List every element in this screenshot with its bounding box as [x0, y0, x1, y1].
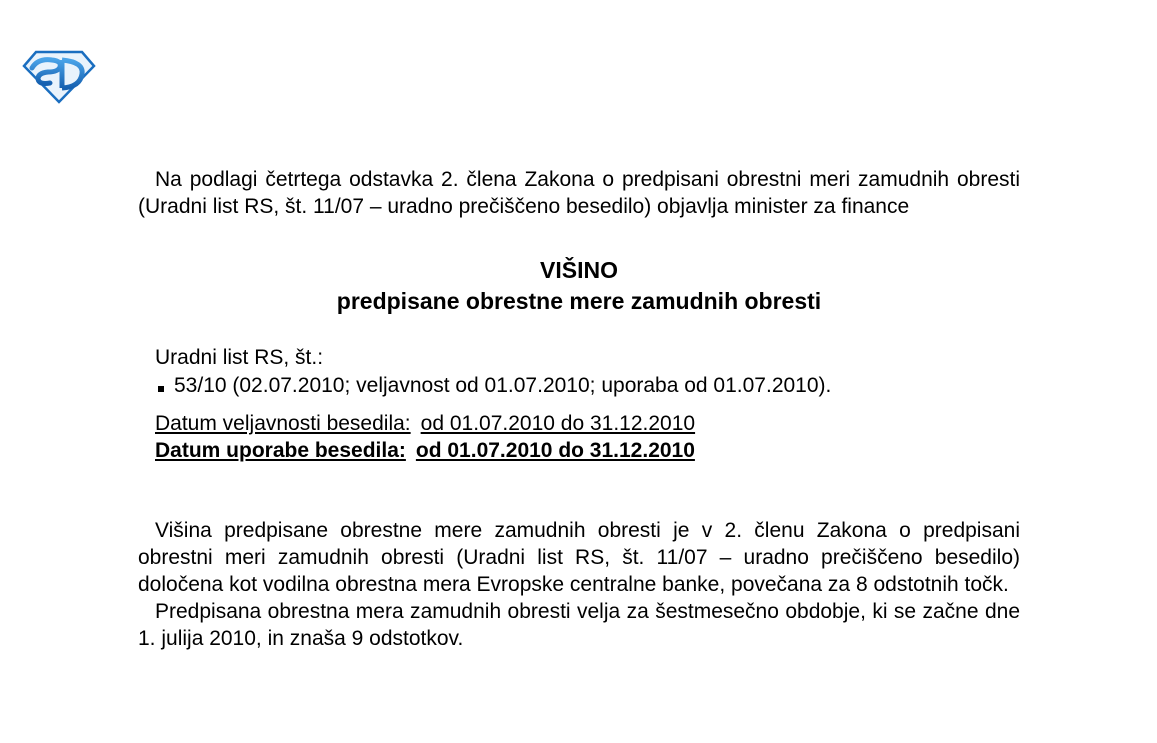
dates-block — [138, 410, 1020, 464]
validity-date-label: Datum veljavnosti besedila: — [155, 412, 411, 435]
references-label: Uradni list RS, št.: — [155, 346, 324, 369]
validity-date-value: od 01.07.2010 do 31.12.2010 — [420, 412, 696, 435]
application-date-value: od 01.07.2010 do 31.12.2010 — [415, 439, 695, 462]
references-block — [138, 344, 1020, 400]
reference-item — [155, 372, 1020, 400]
validity-date-row — [155, 410, 1020, 437]
body-block — [138, 517, 1020, 652]
intro-paragraph: Na podlagi četrtega odstavka 2. člena Zakona o predpisani obrestni meri zamudnih obresti (Uradni list RS, št. 11/07 – uradno prečiščeno besedilo) objavlja minister za finance — [138, 168, 1020, 218]
bullet-icon — [158, 386, 164, 392]
document-page — [138, 166, 1020, 652]
document-title: VIŠINO — [540, 257, 618, 283]
application-date-row — [155, 437, 1020, 464]
document-subtitle: predpisane obrestne mere zamudnih obresti — [336, 288, 822, 314]
sd-logo — [22, 50, 96, 104]
reference-item-text: 53/10 (02.07.2010; veljavnost od 01.07.2010; uporaba od 01.07.2010). — [174, 374, 832, 397]
body-paragraph-1: Višina predpisane obrestne mere zamudnih obresti je v 2. členu Zakona o predpisani obrestni meri zamudnih obresti (Uradni list RS, št. 11/07 – uradno prečiščeno besedilo) določena kot vodilna obrestna mera Evropske centralne banke, povečana za 8 odstotnih točk. — [138, 519, 1020, 596]
application-date-label: Datum uporabe besedila: — [155, 439, 406, 462]
body-paragraph-2: Predpisana obrestna mera zamudnih obresti velja za šestmesečno obdobje, ki se začne dne 1. julija 2010, in znaša 9 odstotkov. — [138, 600, 1020, 650]
